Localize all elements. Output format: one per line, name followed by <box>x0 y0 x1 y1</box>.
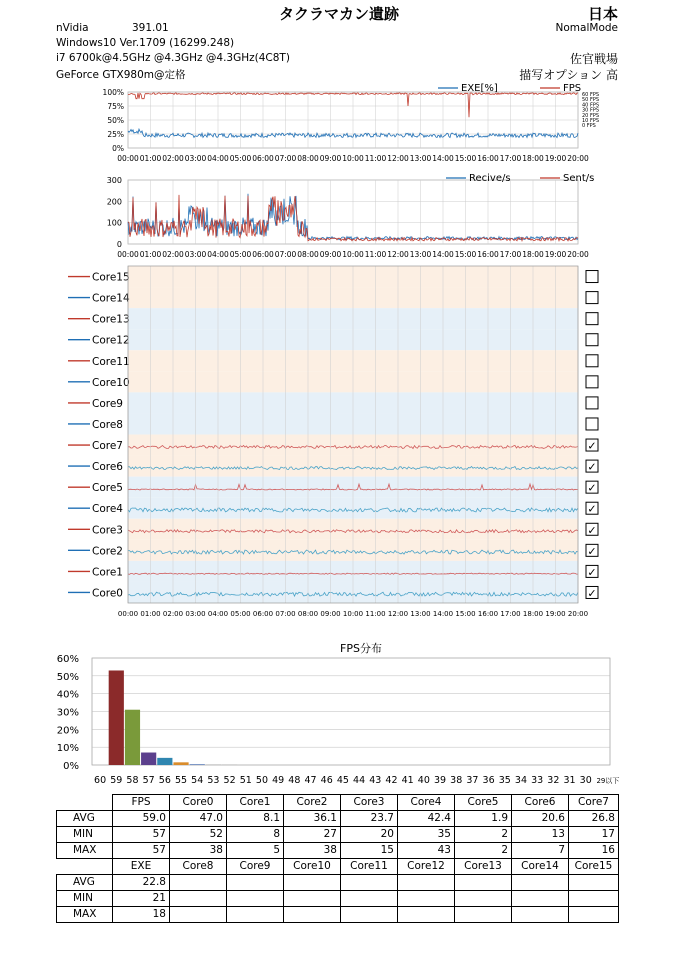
core-checkbox-core13 <box>586 313 598 325</box>
usage-y-tick: 0% <box>112 144 124 153</box>
core-checkbox-core15 <box>586 271 598 283</box>
gpu-vendor: nVidia <box>56 22 89 34</box>
core-checkmark-icon: ✓ <box>587 439 597 453</box>
core-label-core5: Core5 <box>92 482 123 495</box>
dist-x-tick: 40 <box>417 775 430 786</box>
stats-cell: 22.8 <box>113 875 170 891</box>
stats-cell: 27 <box>284 827 341 843</box>
core-label-core4: Core4 <box>92 503 123 516</box>
cores-x-tick: 12:00 <box>387 610 409 618</box>
net-x-tick: 10:00 <box>342 250 364 259</box>
core-label-core14: Core14 <box>92 292 130 305</box>
dist-x-tick: 52 <box>223 775 236 786</box>
net-x-tick: 13:00 <box>409 250 432 259</box>
dist-y-tick: 10% <box>56 743 79 755</box>
net-legend-recv: Recive/s <box>469 173 511 184</box>
stats-cell <box>284 907 341 923</box>
core-label-core6: Core6 <box>92 461 123 474</box>
net-x-tick: 08:00 <box>297 250 319 259</box>
dist-bar-56 <box>157 758 172 765</box>
stats-table <box>56 794 619 923</box>
stats-cell: 43 <box>398 843 455 859</box>
dist-x-tick: 43 <box>369 775 382 786</box>
cores-x-tick: 13:00 <box>410 610 431 618</box>
net-x-tick: 00:00 <box>117 250 139 259</box>
dist-x-tick: 49 <box>272 775 285 786</box>
stats-cell <box>284 891 341 907</box>
net-x-tick: 02:00 <box>162 250 184 259</box>
dist-bar-55 <box>173 762 188 765</box>
usage-fps-tick: 10 FPS <box>582 118 600 124</box>
net-x-tick: 07:00 <box>274 250 297 259</box>
net-x-tick: 17:00 <box>499 250 522 259</box>
dist-x-tick: 54 <box>191 775 204 786</box>
net-x-tick: 11:00 <box>364 250 387 259</box>
net-x-tick: 06:00 <box>252 250 274 259</box>
stats-cell: 7 <box>512 843 569 859</box>
stats-cell <box>227 907 284 923</box>
dist-y-tick: 60% <box>56 654 79 665</box>
stats-row <box>57 795 619 811</box>
usage-x-tick: 17:00 <box>499 154 522 163</box>
dist-bar-54 <box>190 764 205 765</box>
stats-cell: 52 <box>170 827 227 843</box>
dist-x-tick: 29以下 <box>596 777 620 785</box>
stats-cell <box>227 875 284 891</box>
stats-cell <box>512 875 569 891</box>
stats-cell <box>341 875 398 891</box>
os-info: Windows10 Ver.1709 (16299.248) <box>56 37 235 49</box>
core-checkmark-icon: ✓ <box>587 586 597 600</box>
net-x-tick: 19:00 <box>544 250 567 259</box>
cores-x-tick: 07:00 <box>275 610 296 618</box>
stats-cell <box>398 891 455 907</box>
stats-cell: 13 <box>512 827 569 843</box>
dist-bar-59 <box>109 670 124 765</box>
mode-label: NomalMode <box>555 22 618 34</box>
stats-cell <box>569 875 619 891</box>
core-checkbox-core9 <box>586 397 598 409</box>
stats-row <box>57 843 619 859</box>
net-x-tick: 18:00 <box>522 250 544 259</box>
core-checkmark-icon: ✓ <box>587 523 597 537</box>
usage-legend-exe: EXE[%] <box>461 83 498 94</box>
usage-y-tick: 75% <box>107 102 124 111</box>
stats-cell <box>398 875 455 891</box>
stats-cell: 17 <box>569 827 619 843</box>
core-label-core3: Core3 <box>92 524 123 537</box>
core-checkbox-core8 <box>586 418 598 430</box>
usage-x-tick: 03:00 <box>184 154 207 163</box>
core-checkmark-icon: ✓ <box>587 460 597 474</box>
stats-col-header: Core14 <box>512 859 569 875</box>
usage-x-tick: 18:00 <box>522 154 544 163</box>
core-label-core15: Core15 <box>92 271 130 284</box>
dist-x-tick: 33 <box>531 775 544 786</box>
dist-x-tick: 45 <box>336 775 349 786</box>
dist-x-tick: 56 <box>158 775 171 786</box>
usage-y-tick: 25% <box>107 130 124 139</box>
stats-row <box>57 859 619 875</box>
net-y-tick: 300 <box>106 176 122 185</box>
stats-cell: 38 <box>284 843 341 859</box>
dist-x-tick: 41 <box>401 775 414 786</box>
core-checkbox-core11 <box>586 355 598 367</box>
stats-cell: 42.4 <box>398 811 455 827</box>
dist-x-tick: 30 <box>579 775 592 786</box>
core-checkmark-icon: ✓ <box>587 544 597 558</box>
dist-x-tick: 50 <box>255 775 269 786</box>
usage-fps-tick: 20 FPS <box>582 112 600 119</box>
dist-x-tick: 60 <box>94 775 107 786</box>
dist-y-tick: 50% <box>56 671 79 683</box>
cores-x-tick: 03:00 <box>185 610 206 618</box>
usage-x-tick: 01:00 <box>139 154 162 163</box>
stats-col-header: Core13 <box>455 859 512 875</box>
net-x-tick: 09:00 <box>319 250 342 259</box>
dist-x-tick: 31 <box>563 775 576 786</box>
dist-x-tick: 36 <box>482 775 495 786</box>
cores-x-tick: 05:00 <box>230 610 251 618</box>
stats-cell: 36.1 <box>284 811 341 827</box>
usage-x-tick: 09:00 <box>319 154 342 163</box>
net-x-tick: 12:00 <box>387 250 409 259</box>
dist-bar-58 <box>125 710 140 765</box>
net-x-tick: 14:00 <box>432 250 454 259</box>
dist-x-tick: 55 <box>174 775 188 786</box>
stats-cell <box>512 907 569 923</box>
stats-row-label: MAX <box>57 843 113 859</box>
stats-cell <box>170 875 227 891</box>
usage-x-tick: 00:00 <box>117 154 139 163</box>
usage-x-tick: 10:00 <box>342 154 364 163</box>
net-x-tick: 01:00 <box>139 250 162 259</box>
stats-cell <box>341 891 398 907</box>
net-y-tick: 0 <box>116 240 122 249</box>
core-label-core8: Core8 <box>92 418 123 431</box>
dist-x-tick: 39 <box>433 775 447 786</box>
stats-row-label: MAX <box>57 907 113 923</box>
cores-x-tick: 09:00 <box>320 610 341 618</box>
usage-fps-tick: 60 FPS <box>582 92 600 98</box>
dist-y-tick: 30% <box>56 707 79 719</box>
stats-cell: 26.8 <box>569 811 619 827</box>
stats-col-header: Core5 <box>455 795 512 811</box>
dist-x-tick: 47 <box>304 775 317 786</box>
core-label-core1: Core1 <box>92 566 123 579</box>
dist-x-tick: 32 <box>547 775 560 786</box>
usage-x-tick: 02:00 <box>162 154 184 163</box>
stats-cell: 20 <box>341 827 398 843</box>
usage-x-tick: 12:00 <box>387 154 409 163</box>
cpu-info: i7 6700k@4.5GHz @4.3GHz @4.3GHz(4C8T) <box>56 52 290 64</box>
gpu-info: GeForce GTX980m@定格 <box>56 69 186 81</box>
stats-cell <box>455 875 512 891</box>
stats-cell <box>170 891 227 907</box>
dist-x-tick: 48 <box>288 775 301 786</box>
cores-x-tick: 14:00 <box>432 610 454 618</box>
stats-cell: 59.0 <box>113 811 170 827</box>
stats-cell: 21 <box>113 891 170 907</box>
cores-x-tick: 04:00 <box>207 610 229 618</box>
usage-x-tick: 11:00 <box>364 154 387 163</box>
stats-cell: 57 <box>113 827 170 843</box>
stats-cell: 8.1 <box>227 811 284 827</box>
cores-x-tick: 10:00 <box>342 610 364 618</box>
core-label-core10: Core10 <box>92 376 130 389</box>
stats-cell: 15 <box>341 843 398 859</box>
dist-x-tick: 51 <box>239 775 252 786</box>
net-x-tick: 20:00 <box>567 250 589 259</box>
net-x-tick: 05:00 <box>229 250 252 259</box>
stats-cell: 18 <box>113 907 170 923</box>
cores-x-tick: 00:00 <box>117 610 139 618</box>
stats-cell <box>227 891 284 907</box>
stats-col-header: Core9 <box>227 859 284 875</box>
stats-cell <box>455 891 512 907</box>
dist-y-tick: 20% <box>56 725 79 737</box>
dist-y-tick: 0% <box>63 761 79 772</box>
cores-x-tick: 15:00 <box>455 610 476 618</box>
usage-x-tick: 04:00 <box>207 154 229 163</box>
stats-col-header: Core3 <box>341 795 398 811</box>
stats-col-header: FPS <box>113 795 170 811</box>
stats-cell: 2 <box>455 843 512 859</box>
stats-row-label: MIN <box>57 827 113 843</box>
stats-col-header: Core15 <box>569 859 619 875</box>
stats-col-header: Core1 <box>227 795 284 811</box>
stats-cell <box>569 907 619 923</box>
usage-legend-fps: FPS <box>563 83 582 94</box>
stats-cell <box>455 907 512 923</box>
usage-x-tick: 19:00 <box>544 154 567 163</box>
usage-fps-tick: 40 FPS <box>582 102 600 109</box>
cores-x-tick: 01:00 <box>140 610 161 618</box>
core-checkmark-icon: ✓ <box>587 481 597 495</box>
usage-fps-tick: 30 FPS <box>582 107 600 114</box>
stats-col-header: Core11 <box>341 859 398 875</box>
stats-cell <box>569 891 619 907</box>
dist-x-tick: 37 <box>466 775 479 786</box>
usage-x-tick: 08:00 <box>297 154 319 163</box>
stats-row <box>57 891 619 907</box>
net-x-tick: 15:00 <box>454 250 477 259</box>
core-checkbox-core12 <box>586 334 598 346</box>
core-checkbox-core10 <box>586 376 598 388</box>
usage-x-tick: 07:00 <box>274 154 297 163</box>
stats-col-header: Core8 <box>170 859 227 875</box>
stats-col-header: EXE <box>113 859 170 875</box>
core-label-core7: Core7 <box>92 440 123 453</box>
stats-corner <box>57 859 113 875</box>
stats-col-header: Core4 <box>398 795 455 811</box>
dist-x-tick: 44 <box>353 775 366 786</box>
usage-x-tick: 13:00 <box>409 154 432 163</box>
usage-x-tick: 15:00 <box>454 154 477 163</box>
dist-x-tick: 34 <box>514 775 528 786</box>
usage-y-tick: 100% <box>102 88 124 97</box>
dist-x-tick: 57 <box>142 775 155 786</box>
net-legend-sent: Sent/s <box>563 173 595 184</box>
dist-x-tick: 46 <box>320 775 333 786</box>
stats-row <box>57 907 619 923</box>
dist-y-tick: 40% <box>56 689 79 701</box>
cores-x-tick: 16:00 <box>477 610 499 618</box>
usage-x-tick: 14:00 <box>432 154 454 163</box>
stats-row <box>57 875 619 891</box>
location-label: 佐官戦場 <box>569 52 618 66</box>
core-label-core13: Core13 <box>92 313 130 326</box>
net-x-tick: 03:00 <box>184 250 207 259</box>
stats-row <box>57 827 619 843</box>
stats-row-label: AVG <box>57 875 113 891</box>
stats-cell: 16 <box>569 843 619 859</box>
usage-x-tick: 05:00 <box>229 154 252 163</box>
dist-x-tick: 58 <box>126 775 139 786</box>
dist-x-tick: 53 <box>207 775 220 786</box>
cores-x-tick: 19:00 <box>545 610 566 618</box>
stats-col-header: Core2 <box>284 795 341 811</box>
usage-x-tick: 20:00 <box>567 154 589 163</box>
stats-cell <box>398 907 455 923</box>
stats-row-label: MIN <box>57 891 113 907</box>
cores-x-tick: 20:00 <box>567 610 589 618</box>
usage-y-tick: 50% <box>107 116 124 125</box>
dist-x-tick: 35 <box>498 775 511 786</box>
stats-col-header: Core10 <box>284 859 341 875</box>
dist-x-tick: 38 <box>450 775 463 786</box>
stats-col-header: Core0 <box>170 795 227 811</box>
stats-row <box>57 811 619 827</box>
stats-cell: 35 <box>398 827 455 843</box>
stats-corner <box>57 795 113 811</box>
region-label: 日本 <box>587 5 618 23</box>
driver-version: 391.01 <box>132 22 169 34</box>
dist-title: FPS分布 <box>340 642 382 655</box>
stats-cell <box>341 907 398 923</box>
stats-cell: 38 <box>170 843 227 859</box>
stats-col-header: Core12 <box>398 859 455 875</box>
core-checkmark-icon: ✓ <box>587 565 597 579</box>
stats-row-label: AVG <box>57 811 113 827</box>
cores-x-tick: 11:00 <box>365 610 386 618</box>
cores-x-tick: 18:00 <box>522 610 544 618</box>
usage-fps-tick: 50 FPS <box>582 97 600 104</box>
cores-x-tick: 06:00 <box>252 610 274 618</box>
usage-x-tick: 06:00 <box>252 154 274 163</box>
core-checkmark-icon: ✓ <box>587 502 597 516</box>
core-label-core2: Core2 <box>92 545 123 558</box>
stats-cell <box>284 875 341 891</box>
usage-x-tick: 16:00 <box>477 154 499 163</box>
stats-cell: 20.6 <box>512 811 569 827</box>
net-x-tick: 16:00 <box>477 250 499 259</box>
core-label-core9: Core9 <box>92 397 123 410</box>
net-y-tick: 100 <box>106 218 122 228</box>
dist-x-tick: 42 <box>385 775 398 786</box>
cores-x-tick: 08:00 <box>297 610 319 618</box>
stats-cell <box>170 907 227 923</box>
net-x-tick: 04:00 <box>207 250 229 259</box>
stats-cell: 57 <box>113 843 170 859</box>
stats-cell: 47.0 <box>170 811 227 827</box>
stats-cell: 5 <box>227 843 284 859</box>
stats-col-header: Core7 <box>569 795 619 811</box>
dist-x-tick: 59 <box>110 775 123 786</box>
core-label-core11: Core11 <box>92 355 130 368</box>
stats-cell <box>512 891 569 907</box>
stats-cell: 1.9 <box>455 811 512 827</box>
dist-bar-57 <box>141 753 156 765</box>
cores-x-tick: 17:00 <box>500 610 521 618</box>
cores-x-tick: 02:00 <box>162 610 184 618</box>
net-y-tick: 200 <box>106 197 122 207</box>
core-label-core12: Core12 <box>92 334 130 347</box>
quality-label: 描写オプション 高 <box>519 68 618 82</box>
stats-cell: 8 <box>227 827 284 843</box>
page-title: タクラマカン遺跡 <box>278 5 399 23</box>
usage-fps-tick: 0 FPS <box>582 123 596 130</box>
core-label-core0: Core0 <box>92 587 123 600</box>
stats-col-header: Core6 <box>512 795 569 811</box>
stats-cell: 2 <box>455 827 512 843</box>
core-checkbox-core14 <box>586 292 598 304</box>
stats-cell: 23.7 <box>341 811 398 827</box>
